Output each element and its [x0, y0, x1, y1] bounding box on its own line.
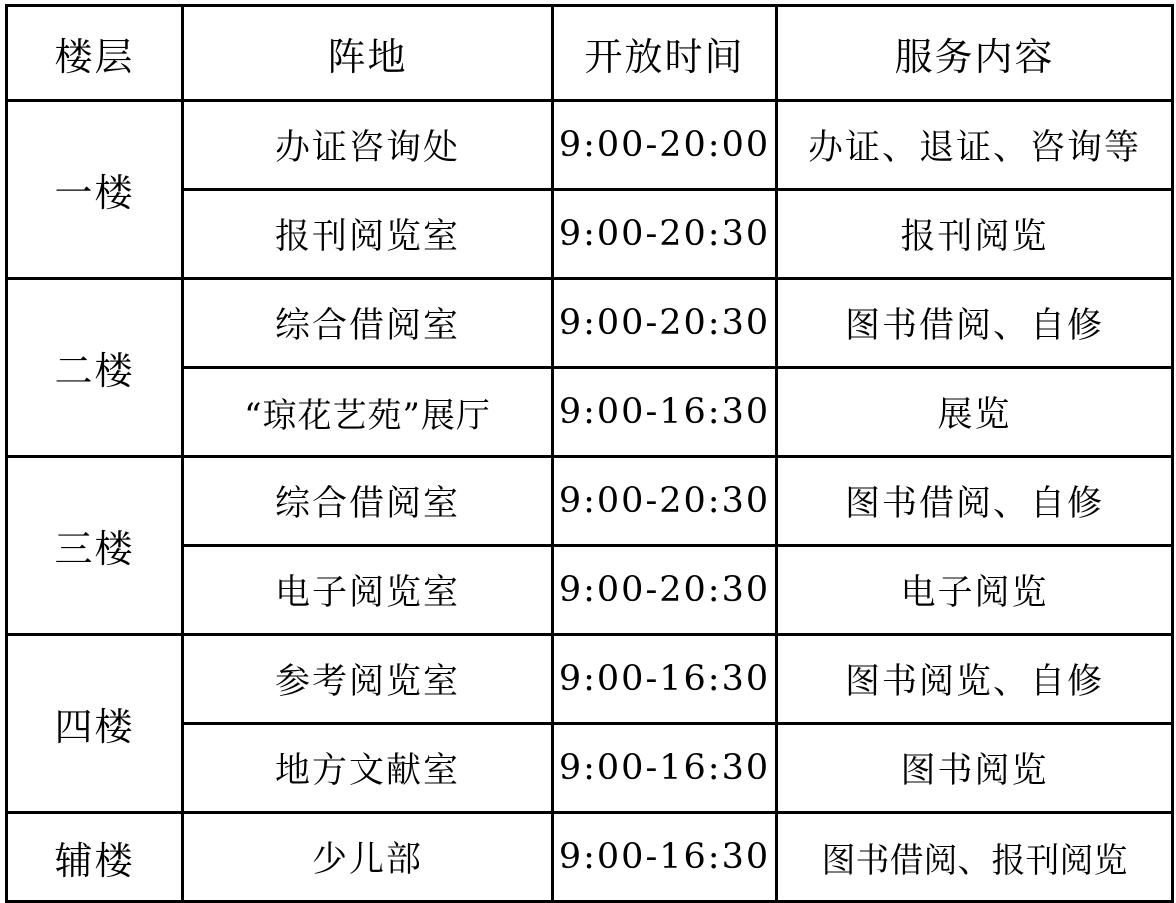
service-cell: 报刊阅览 — [777, 190, 1173, 279]
service-cell: 展览 — [777, 368, 1173, 457]
table-row — [7, 101, 1173, 190]
service-cell: 图书借阅、报刊阅览 — [777, 813, 1173, 902]
place-cell: 地方文献室 — [183, 724, 553, 813]
place-cell: 综合借阅室 — [183, 457, 553, 546]
column-header-open-time: 开放时间 — [553, 6, 777, 101]
place-cell: 报刊阅览室 — [183, 190, 553, 279]
floor-cell: 四楼 — [7, 635, 183, 813]
place-cell: 电子阅览室 — [183, 546, 553, 635]
place-cell: 参考阅览室 — [183, 635, 553, 724]
opening-hours-table — [5, 4, 1174, 903]
table-header-row — [7, 6, 1173, 101]
time-cell: 9:00-20:30 — [553, 457, 777, 546]
service-cell: 图书借阅、自修 — [777, 457, 1173, 546]
document-page — [0, 4, 1176, 900]
time-cell: 9:00-20:30 — [553, 190, 777, 279]
service-cell: 办证、退证、咨询等 — [777, 101, 1173, 190]
service-cell: 图书阅览、自修 — [777, 635, 1173, 724]
column-header-floor: 楼层 — [7, 6, 183, 101]
table-body — [7, 101, 1173, 902]
floor-cell: 二楼 — [7, 279, 183, 457]
column-header-service: 服务内容 — [777, 6, 1173, 101]
place-cell: 综合借阅室 — [183, 279, 553, 368]
place-cell: 少儿部 — [183, 813, 553, 902]
time-cell: 9:00-16:30 — [553, 635, 777, 724]
time-cell: 9:00-16:30 — [553, 368, 777, 457]
floor-cell: 一楼 — [7, 101, 183, 279]
floor-cell: 三楼 — [7, 457, 183, 635]
column-header-place: 阵地 — [183, 6, 553, 101]
table-header — [7, 6, 1173, 101]
time-cell: 9:00-20:30 — [553, 546, 777, 635]
time-cell: 9:00-20:00 — [553, 101, 777, 190]
service-cell: 电子阅览 — [777, 546, 1173, 635]
place-cell: 办证咨询处 — [183, 101, 553, 190]
service-cell: 图书阅览 — [777, 724, 1173, 813]
place-cell: “琼花艺苑”展厅 — [183, 368, 553, 457]
table-row — [7, 457, 1173, 546]
time-cell: 9:00-20:30 — [553, 279, 777, 368]
service-cell: 图书借阅、自修 — [777, 279, 1173, 368]
table-row — [7, 635, 1173, 724]
table-row — [7, 813, 1173, 902]
time-cell: 9:00-16:30 — [553, 724, 777, 813]
floor-cell: 辅楼 — [7, 813, 183, 902]
time-cell: 9:00-16:30 — [553, 813, 777, 902]
table-row — [7, 279, 1173, 368]
